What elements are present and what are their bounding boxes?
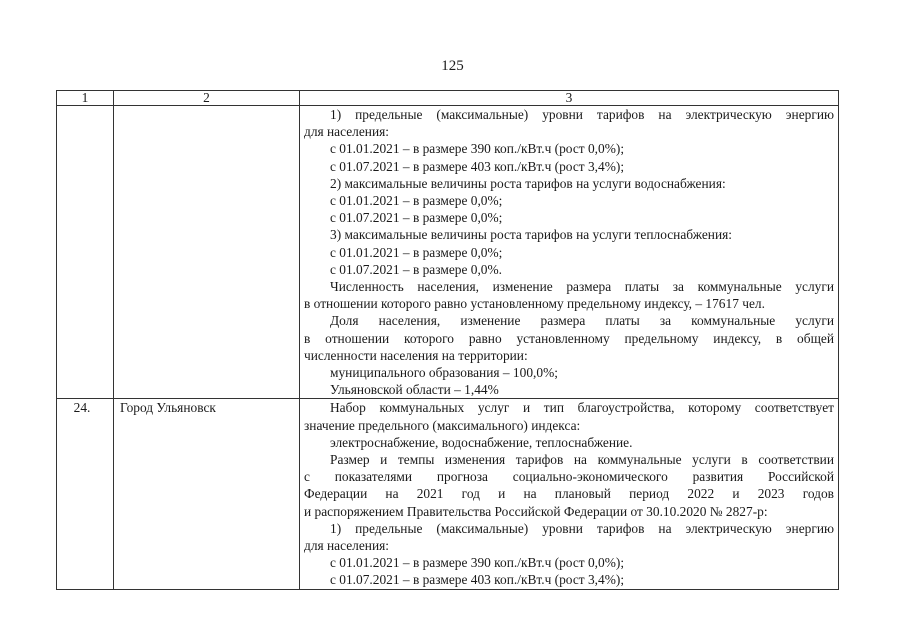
text-line: с показателями прогноза социально-экономического развития Российской	[304, 469, 834, 485]
row-number	[57, 106, 114, 399]
text-line: муниципального образования – 100,0%;	[330, 365, 558, 381]
row-municipality	[114, 106, 300, 399]
text-line: для населения:	[304, 124, 389, 140]
table-header-row	[57, 91, 839, 106]
text-line: 2) максимальные величины роста тарифов на услуги водоснабжения:	[330, 175, 726, 191]
text-line: с 01.07.2021 – в размере 0,0%;	[330, 210, 503, 226]
header-col-3: 3	[300, 91, 839, 106]
text-line: Размер и темпы изменения тарифов на коммунальные услуги в соответствии	[330, 452, 834, 468]
text-line: для населения:	[304, 538, 389, 554]
text-line: Ульяновской области – 1,44%	[330, 382, 499, 398]
row-municipality: Город Ульяновск	[114, 399, 300, 589]
text-line: в отношении которого равно установленному предельному индексу, – 17617 чел.	[304, 296, 765, 312]
header-col-2: 2	[114, 91, 300, 106]
text-line: и распоряжением Правительства Российской Федерации от 30.10.2020 № 2827-р:	[304, 503, 768, 519]
text-line: 1) предельные (максимальные) уровни тарифов на электрическую энергию	[330, 107, 834, 122]
text-line: Набор коммунальных услуг и тип благоустройства, которому соответствует	[330, 400, 834, 416]
text-line: Федерации на 2021 год и на плановый период 2022 и 2023 годов	[304, 486, 834, 502]
text-line: Доля населения, изменение размера платы за коммунальные услуги	[330, 313, 834, 329]
text-line: с 01.01.2021 – в размере 390 коп./кВт.ч (рост 0,0%);	[330, 555, 625, 571]
table-row	[57, 106, 839, 399]
text-line: 1) предельные (максимальные) уровни тарифов на электрическую энергию	[330, 520, 834, 536]
text-line: с 01.07.2021 – в размере 403 коп./кВт.ч (рост 3,4%);	[330, 158, 625, 174]
row-content	[300, 106, 839, 399]
table-row	[57, 399, 839, 589]
text-line: Численность населения, изменение размера платы за коммунальные услуги	[330, 279, 834, 295]
text-line: с 01.07.2021 – в размере 0,0%.	[330, 261, 502, 277]
text-line: в отношении которого равно установленному предельному индексу, в общей	[304, 330, 834, 346]
text-line: с 01.01.2021 – в размере 0,0%;	[330, 244, 503, 260]
row-number: 24.	[57, 399, 114, 589]
text-line: значение предельного (максимального) индекса:	[304, 417, 581, 433]
text-line: 3) максимальные величины роста тарифов на услуги теплоснабжения:	[330, 227, 732, 243]
text-line: численности населения на территории:	[304, 347, 528, 363]
text-line: с 01.07.2021 – в размере 403 коп./кВт.ч (рост 3,4%);	[330, 572, 625, 588]
page-number: 125	[441, 58, 464, 74]
row-content	[300, 399, 839, 589]
header-col-1: 1	[57, 91, 114, 106]
text-line: электроснабжение, водоснабжение, теплоснабжение.	[330, 434, 633, 450]
tariff-table	[56, 90, 839, 590]
text-line: с 01.01.2021 – в размере 390 коп./кВт.ч (рост 0,0%);	[330, 141, 625, 157]
text-line: с 01.01.2021 – в размере 0,0%;	[330, 193, 503, 209]
